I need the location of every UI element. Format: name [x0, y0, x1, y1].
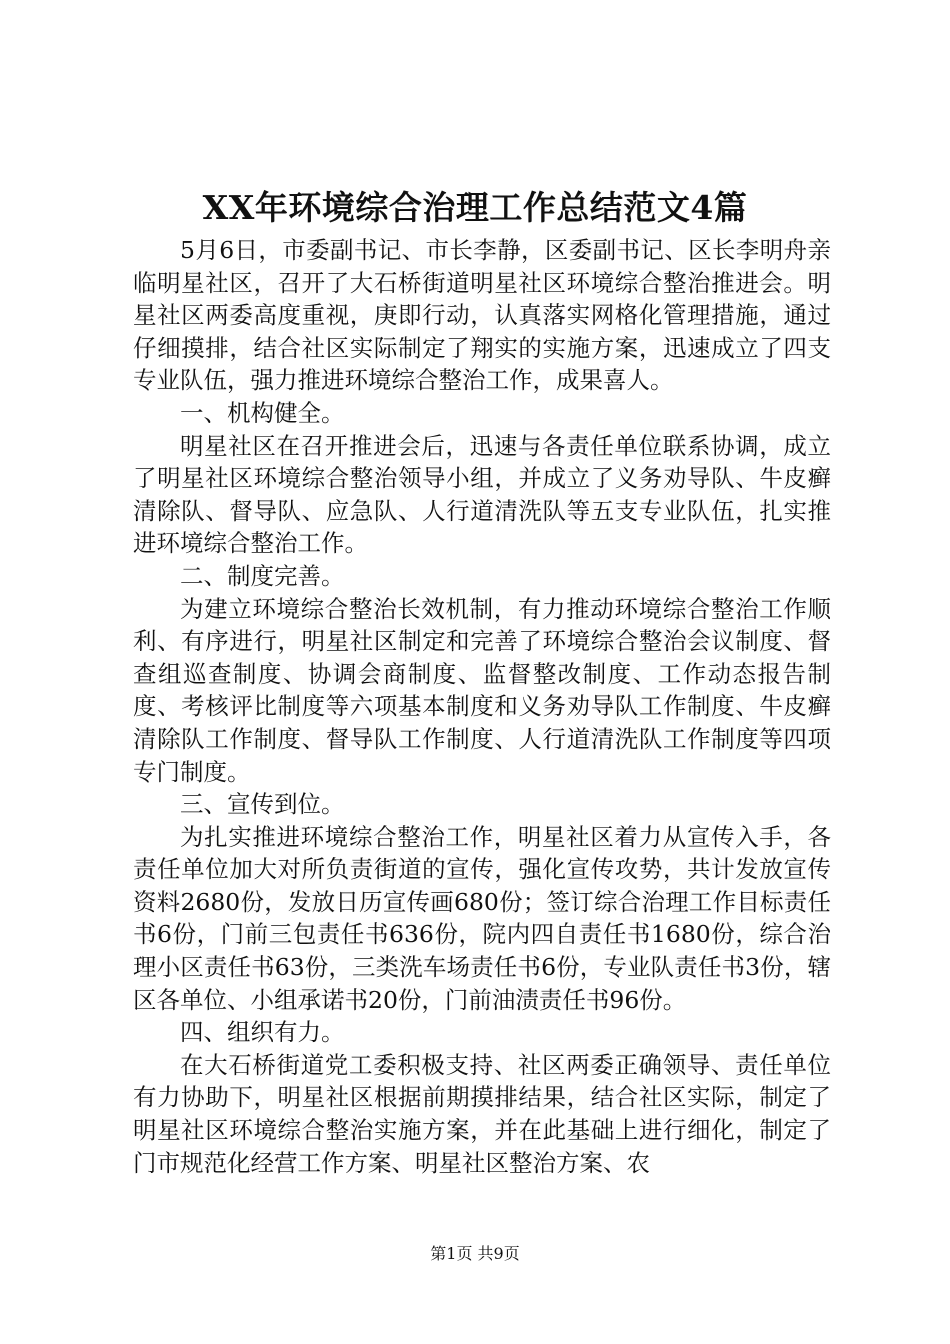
document-title: XX年环境综合治理工作总结范文4篇: [202, 188, 748, 227]
paragraph-section-1: 明星社区在召开推进会后，迅速与各责任单位联系协调，成立了明星社区环境综合整治领导小组，并成立了义务劝导队、牛皮癣清除队、督导队、应急队、人行道清洗队等五支专业队伍，扎实推进环境综合整治工作。: [133, 431, 831, 558]
section-heading-4: 四、组织有力。: [180, 1018, 345, 1047]
section-heading-2: 二、制度完善。: [180, 561, 345, 590]
page-footer: 第1页 共9页: [430, 1244, 520, 1263]
paragraph-intro: 5月6日，市委副书记、市长李静，区委副书记、区长李明舟亲临明星社区，召开了大石桥街道明星社区环境综合整治推进会。明星社区两委高度重视，庚即行动，认真落实网格化管理措施，通过仔细摸排，结合社区实际制定了翔实的实施方案，迅速成立了四支专业队伍，强力推进环境综合整治工作，成果喜人。: [133, 236, 831, 395]
section-heading-3: 三、宣传到位。: [180, 790, 345, 819]
section-heading-1: 一、机构健全。: [180, 398, 345, 427]
document-body: [133, 234, 831, 1179]
paragraph-section-4: 在大石桥街道党工委积极支持、社区两委正确领导、责任单位有力协助下，明星社区根据前期摸排结果，结合社区实际，制定了明星社区环境综合整治实施方案，并在此基础上进行细化，制定了门市规范化经营工作方案、明星社区整治方案、农: [133, 1050, 831, 1177]
paragraph-section-3: 为扎实推进环境综合整治工作，明星社区着力从宣传入手，各责任单位加大对所负责街道的宣传，强化宣传攻势，共计发放宣传资料2680份，发放日历宣传画680份；签订综合治理工作目标责任书6份，门前三包责任书636份，院内四自责任书1680份，综合治理小区责任书63份，三类洗车场责任书6份，专业队责任书3份，辖区各单位、小组承诺书20份，门前油渍责任书96份。: [133, 822, 831, 1014]
paragraph-section-2: 为建立环境综合整治长效机制，有力推动环境综合整治工作顺利、有序进行，明星社区制定和完善了环境综合整治会议制度、督查组巡查制度、协调会商制度、监督整改制度、工作动态报告制度、考核评比制度等六项基本制度和义务劝导队工作制度、牛皮癣清除队工作制度、督导队工作制度、人行道清洗队工作制度等四项专门制度。: [133, 594, 831, 786]
